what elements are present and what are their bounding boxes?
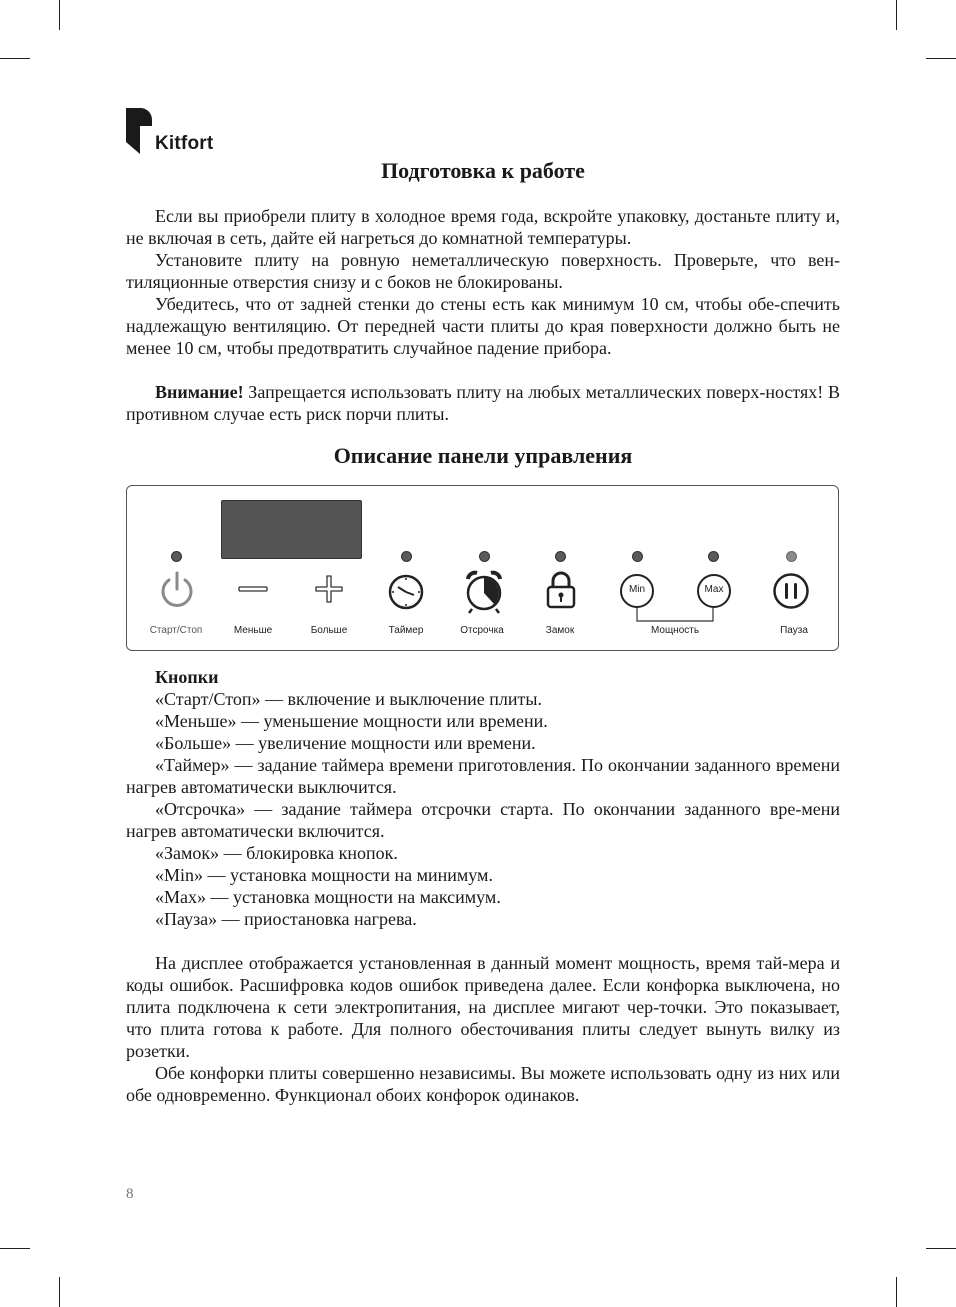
label-lock: Замок — [545, 625, 575, 636]
timer-clock-icon — [386, 572, 426, 612]
led-indicator — [632, 551, 643, 562]
crop-mark — [59, 0, 60, 30]
paragraph: Обе конфорки плиты совершенно независимы. Вы можете использовать одну из них или обе одновременно. Функционал обоих конфорок одинаков. — [126, 1063, 840, 1105]
crop-mark — [0, 58, 30, 59]
list-item: «Min» — установка мощности на минимум. — [155, 865, 493, 885]
kitfort-logo-icon — [126, 108, 152, 154]
alarm-clock-icon — [462, 568, 506, 614]
buttons-description — [126, 666, 840, 930]
display-screen — [221, 500, 362, 559]
paragraph: Убедитесь, что от задней стенки до стены есть как минимум 10 см, чтобы обе-спечить надлежащую вентиляцию. От передней части плиты до края поверхности должно быть не менее 10 см, чтобы предотвратить случайное падение прибора. — [126, 294, 840, 358]
warning-paragraph — [126, 381, 840, 425]
closing-text — [126, 952, 840, 1106]
warning-label: Внимание! — [155, 382, 244, 402]
list-item: «Таймер» — задание таймера времени приготовления. По окончании заданного времени нагрев автоматически выключится. — [126, 755, 840, 797]
crop-mark — [896, 1277, 897, 1307]
list-item: «Пауза» — приостановка нагрева. — [155, 909, 417, 929]
warning-body: Запрещается использовать плиту на любых металлических поверх-ностях! В противном случае есть риск порчи плиты. — [126, 382, 840, 424]
min-label: Min — [628, 584, 646, 595]
led-indicator — [479, 551, 490, 562]
section-title-preparation: Подготовка к работе — [381, 158, 585, 183]
list-item: «Старт/Стоп» — включение и выключение плиты. — [155, 689, 543, 709]
max-label: Max — [704, 584, 724, 595]
minus-icon — [237, 582, 269, 596]
led-indicator — [401, 551, 412, 562]
label-pause: Пауза — [780, 625, 808, 636]
label-delay: Отсрочка — [460, 625, 504, 636]
preparation-text — [126, 205, 840, 359]
pause-icon — [772, 572, 810, 610]
paragraph: Установите плиту на ровную неметаллическую поверхность. Проверьте, что вен-тиляционные отверстия снизу и с боков не блокированы. — [126, 250, 840, 292]
power-icon — [158, 571, 196, 611]
list-item: «Больше» — увеличение мощности или времени. — [155, 733, 536, 753]
brand-logo — [126, 108, 213, 154]
crop-mark — [59, 1277, 60, 1307]
label-timer: Таймер — [388, 625, 424, 636]
list-item: «Max» — установка мощности на максимум. — [155, 887, 501, 907]
label-start-stop: Старт/Стоп — [149, 625, 203, 636]
warning-text — [126, 381, 840, 425]
list-item: «Отсрочка» — задание таймера отсрочки старта. По окончании заданного вре-мени нагрев автоматически включится. — [126, 799, 840, 841]
buttons-heading: Кнопки — [155, 667, 219, 687]
control-panel-diagram — [126, 485, 839, 651]
paragraph: Если вы приобрели плиту в холодное время года, вскройте упаковку, достаньте плиту и, не включая в сеть, дайте ей нагреться до комнатной температуры. — [126, 206, 840, 248]
crop-mark — [926, 1248, 956, 1249]
led-indicator — [555, 551, 566, 562]
plus-icon — [314, 574, 344, 604]
label-power: Мощность — [650, 625, 700, 636]
crop-mark — [926, 58, 956, 59]
list-item: «Меньше» — уменьшение мощности или времени. — [155, 711, 548, 731]
label-more: Больше — [310, 625, 348, 636]
power-bracket — [635, 608, 715, 626]
led-indicator — [708, 551, 719, 562]
label-less: Меньше — [233, 625, 273, 636]
list-item: «Замок» — блокировка кнопок. — [155, 843, 398, 863]
brand-name: Kitfort — [155, 133, 214, 154]
led-indicator — [786, 551, 797, 562]
section-title-panel: Описание панели управления — [333, 443, 633, 468]
page-number: 8 — [126, 1186, 134, 1202]
crop-mark — [0, 1248, 30, 1249]
paragraph: На дисплее отображается установленная в данный момент мощность, время тай-мера и коды ошибок. Расшифровка кодов ошибок приведена далее. Если конфорка выключена, но плита подключена к сети электропитания, на дисплее мигают чер-точки. Это показывает, что плита готова к работе. Для полного обесточивания плиты следует вынуть вилку из розетки. — [126, 953, 840, 1061]
crop-mark — [896, 0, 897, 30]
led-indicator — [171, 551, 182, 562]
lock-icon — [546, 570, 576, 610]
